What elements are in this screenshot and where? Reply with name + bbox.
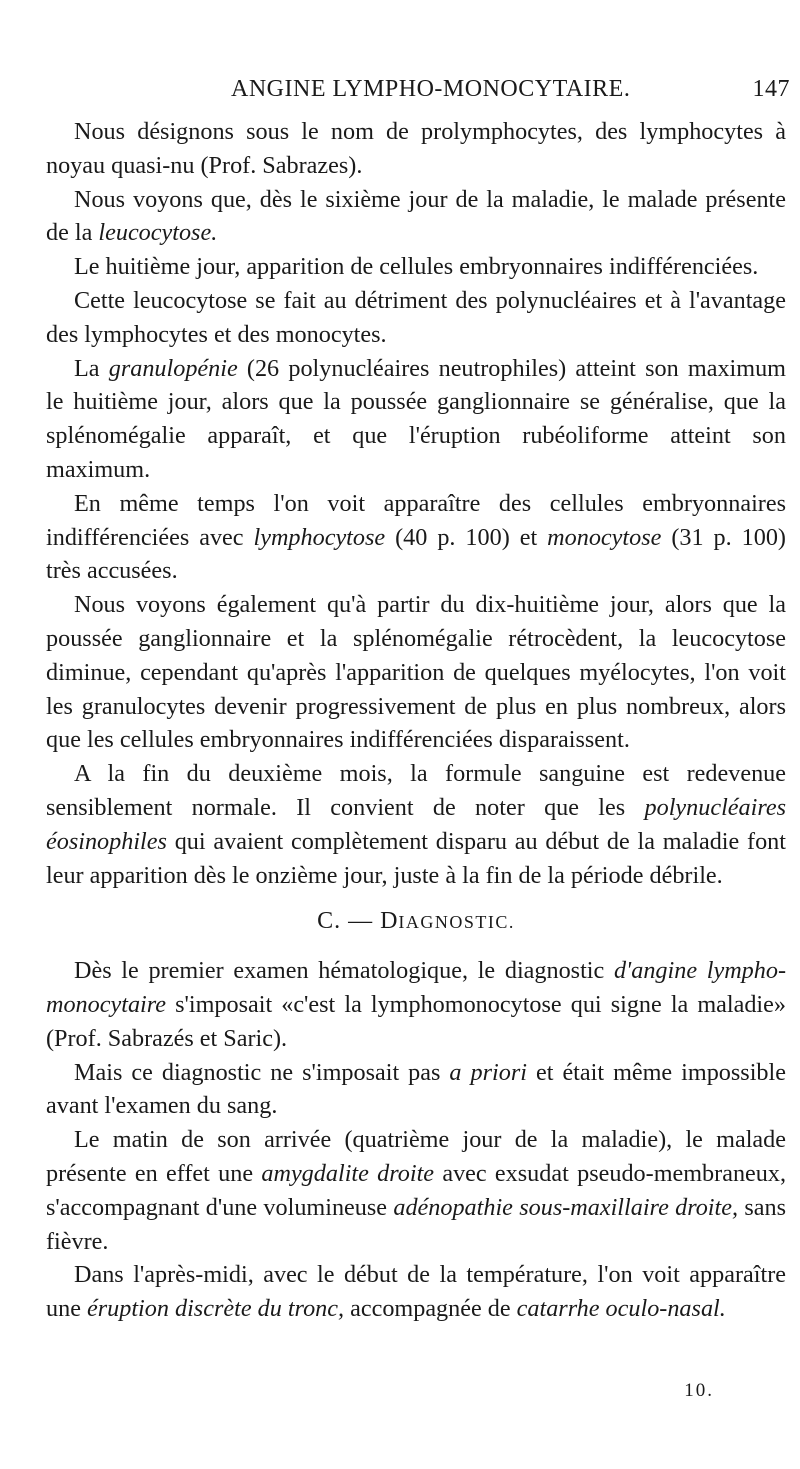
paragraph-premier-examen xyxy=(46,954,786,1055)
paragraph-text: accompagnée de xyxy=(344,1295,517,1323)
paragraph-text: et était même impossible avant l'examen du sang. xyxy=(46,1058,786,1120)
paragraph-text: (26 polynucléaires neutrophiles) atteint son maximum le huitième jour, alors que la poussée ganglionnaire se généralise, que la splénomégalie apparaît, et que l'éruption rubéoliforme atteint son maximum. xyxy=(46,354,786,483)
italic-term: leucocytose. xyxy=(98,219,218,247)
paragraph-huitieme-jour xyxy=(46,250,786,284)
paragraph-a-priori xyxy=(46,1056,786,1124)
italic-term: éruption discrète du tronc, xyxy=(86,1295,345,1323)
paragraph-text: Le matin de son arrivée (quatrième jour de la maladie), le malade présente en effet une xyxy=(46,1126,786,1187)
paragraph-text: A la fin du deuxième mois, la formule sanguine est redevenue sensiblement normale. Il convient de noter que les xyxy=(46,760,786,821)
paragraph-text: Le huitième jour, apparition de cellules embryonnaires indifférenciées. xyxy=(74,253,759,281)
paragraph-text: avec exsudat pseudo-membraneux, s'accompagnant d'une volumineuse xyxy=(46,1159,787,1221)
paragraph-text: s'imposait «c'est la lymphomonocytose qui signe la maladie» (Prof. Sabrazés et Saric). xyxy=(46,990,786,1052)
italic-term: monocytose xyxy=(547,523,662,551)
paragraph-detriment xyxy=(46,284,786,352)
italic-term: amygdalite droite xyxy=(261,1159,435,1187)
paragraph-text: (40 p. 100) et xyxy=(385,523,548,551)
paragraph-text: (31 p. 100) très accusées. xyxy=(46,523,786,585)
page-number: 147 xyxy=(752,76,790,102)
signature-mark: 10. xyxy=(684,1380,714,1401)
paragraph-text: sans fièvre. xyxy=(46,1193,786,1255)
paragraph-text: La xyxy=(74,354,109,382)
italic-term: polynucléaires éosinophiles xyxy=(46,793,786,855)
paragraph-meme-temps xyxy=(46,487,786,588)
paragraph-text: Cette leucocytose se fait au détriment des polynucléaires et à l'avantage des lymphocytes et des monocytes. xyxy=(46,286,786,348)
running-head xyxy=(46,76,796,108)
italic-term: catarrhe oculo-nasal. xyxy=(516,1295,726,1323)
heading-prefix: C. — D xyxy=(317,908,399,935)
paragraph-text: Mais ce diagnostic ne s'imposait pas xyxy=(74,1058,450,1086)
paragraph-dix-huitieme xyxy=(46,588,786,757)
italic-term: a priori xyxy=(449,1058,527,1086)
italic-term: d'angine lympho-monocytaire xyxy=(46,957,786,1018)
paragraph-text: En même temps l'on voit apparaître des cellules embryonnaires indifférenciées avec xyxy=(46,489,786,551)
italic-term: adénopathie sous-maxillaire droite, xyxy=(393,1193,739,1221)
paragraph-text: Dès le premier examen hématologique, le diagnostic xyxy=(74,957,614,985)
italic-term: lymphocytose xyxy=(253,523,386,551)
paragraph-leucocytose xyxy=(46,183,786,251)
paragraph-text: Nous voyons que, dès le sixième jour de la maladie, le malade présente de la xyxy=(46,185,786,247)
paragraph-text: Nous désignons sous le nom de prolymphocytes, des lymphocytes à noyau quasi-nu (Prof. Sabrazes). xyxy=(46,118,786,179)
paragraph-prolymphocytes xyxy=(46,115,786,183)
paragraph-text: qui avaient complètement disparu au début de la maladie font leur apparition dès le onzième jour, juste à la fin de la période débrile. xyxy=(46,827,786,889)
italic-term: granulopénie xyxy=(108,354,238,382)
section-heading xyxy=(46,905,786,940)
paragraph-fin-deuxieme-mois xyxy=(46,757,786,892)
paragraph-apres-midi xyxy=(46,1258,786,1326)
paragraph-granulopenie xyxy=(46,352,786,487)
heading-small-caps: IAGNOSTIC. xyxy=(398,912,515,933)
paragraph-text: Dans l'après-midi, avec le début de la température, l'on voit apparaître une xyxy=(46,1261,786,1323)
paragraph-matin-arrivee xyxy=(46,1123,786,1258)
body-text xyxy=(46,115,786,1326)
paragraph-text: Nous voyons également qu'à partir du dix-huitième jour, alors que la poussée ganglionnaire et la splénomégalie rétrocèdent, la leucocytose diminue, cependant qu'après l'apparition de quelques myélocytes, l'on voit les granulocytes devenir progressivement de plus en plus nombreux, alors que les cellules embryonnaires indifférenciées disparaissent. xyxy=(46,591,786,754)
running-title: ANGINE LYMPHO-MONOCYTAIRE. xyxy=(231,76,631,102)
